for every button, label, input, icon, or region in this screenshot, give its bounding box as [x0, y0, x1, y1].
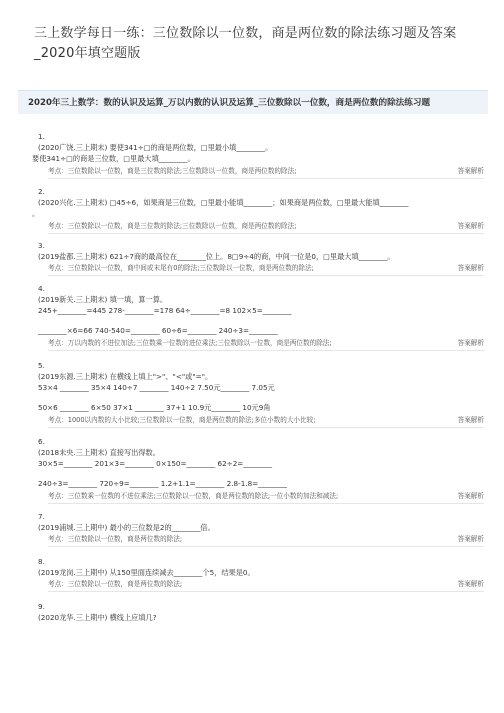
question-number: 5.	[38, 361, 45, 370]
title-line-1: 三上数学每日一练：三位数除以一位数，商是两位数的除法练习题及答案	[34, 26, 457, 41]
question-9	[38, 601, 488, 623]
question-4	[38, 283, 488, 336]
question-1	[32, 131, 488, 164]
question-number: 2.	[38, 187, 45, 196]
page-title	[34, 24, 474, 64]
question-5	[38, 360, 488, 413]
answer-link[interactable]: 答案解析	[457, 222, 484, 230]
question-text: 。	[32, 209, 40, 218]
question-text: 要使341÷□的商是三位数，□里最大填________。	[32, 154, 195, 163]
answer-link[interactable]: 答案解析	[457, 416, 484, 424]
question-text: 50×6 ________ 6×50 37×1 ________ 37+1 10.9元________ 10元9角	[38, 403, 271, 412]
knowledge-point: 考点：三位数除以一位数，商中间或末尾有0的除法;三位数除以一位数，商是两位数的除法;	[48, 264, 314, 272]
question-2	[32, 186, 488, 219]
answer-link[interactable]: 答案解析	[457, 264, 484, 272]
question-text: 240÷3=________ 720÷9=________ 1.2+1.1=________ 2.8-1.8=________	[38, 479, 287, 488]
question-number: 8.	[38, 557, 45, 566]
question-text: (2019新关.三上期末) 填一填，算一算。	[38, 295, 168, 304]
question-number: 7.	[38, 512, 45, 521]
knowledge-point-row	[48, 166, 484, 179]
question-number: 4.	[38, 284, 45, 293]
knowledge-point: 考点：三位数除以一位数，商是两位数的除法;	[48, 580, 183, 588]
knowledge-point-row	[48, 338, 484, 351]
question-6	[38, 436, 488, 489]
question-3	[38, 240, 488, 262]
question-text: (2019东源.三上期末) 在横线上填上">"、"<"或"="。	[38, 372, 213, 381]
knowledge-point-row	[48, 534, 484, 547]
question-7	[38, 511, 488, 533]
question-number: 9.	[38, 602, 45, 611]
question-text: ________×6=66 740-540=________ 60÷6=________ 240÷3=________	[38, 326, 278, 335]
knowledge-point: 考点：三位数除以一位数，商是两位数的除法;	[48, 535, 183, 543]
question-text: 245+________=445 278-________=178 64÷________=8 102×5=________	[38, 306, 292, 315]
knowledge-point-row	[48, 415, 484, 428]
question-text: (2020兴化.三上期末) □45÷6，如果商是三位数，□里最小能填________；如果商是两位数，□里最大能填________	[38, 198, 409, 207]
knowledge-point-row	[48, 263, 484, 276]
question-text: (2020广饶.三上期末) 要使341÷□的商是两位数，□里最小填________。	[38, 143, 273, 152]
knowledge-point: 考点：三位数乘一位数的不进位乘法;三位数除以一位数，商是两位数的除法;一位小数的加法和减法;	[48, 492, 339, 500]
answer-link[interactable]: 答案解析	[457, 339, 484, 347]
section-heading: 2020年三上数学：数的认识及运算_万以内数的认识及运算_三位数除以一位数，商是两位数的除法练习题	[18, 90, 488, 114]
knowledge-point: 考点：三位数除以一位数，商是三位数的除法;三位数除以一位数，商是两位数的除法;	[48, 222, 297, 230]
question-text: (2019龙岗.三上期中) 从150里面连续减去________个5，结果是0。	[38, 568, 255, 577]
knowledge-point-row	[48, 579, 484, 592]
title-line-2: _2020年填空题版	[34, 46, 141, 61]
knowledge-point: 考点：1000以内数的大小比较;三位数除以一位数，商是两位数的除法;多位小数的大小比较;	[48, 416, 316, 424]
question-text: (2020龙华.三上期中) 横线上应填几?	[38, 613, 157, 622]
knowledge-point: 考点：万以内数的不进位加法;三位数乘一位数的进位乘法;三位数除以一位数，商是两位数的除法;	[48, 339, 332, 347]
question-text: 53×4 ________ 35×4 140÷7 ________ 140÷2 7.50元________ 7.05元	[38, 383, 275, 392]
question-8	[38, 556, 488, 578]
answer-link[interactable]: 答案解析	[457, 492, 484, 500]
question-number: 6.	[38, 437, 45, 446]
question-text: (2018未央.三上期末) 直接写出得数。	[38, 448, 160, 457]
answer-link[interactable]: 答案解析	[457, 535, 484, 543]
question-number: 3.	[38, 241, 45, 250]
question-text: (2019盐都.三上期末) 621÷7商的最高位在________位上。8□9÷4的商，中间一位是0，□里最大填________。	[38, 252, 395, 261]
knowledge-point-row	[48, 491, 484, 504]
answer-link[interactable]: 答案解析	[457, 580, 484, 588]
knowledge-point-row	[48, 221, 484, 234]
knowledge-point: 考点：三位数除以一位数，商是三位数的除法;三位数除以一位数，商是两位数的除法;	[48, 167, 297, 175]
question-text: (2019浦城.三上期中) 最小的三位数是2的________倍。	[38, 523, 215, 532]
question-text: 30×5=________ 201×3=________ 0×150=________ 62÷2=________	[38, 459, 273, 468]
question-number: 1.	[38, 132, 45, 141]
answer-link[interactable]: 答案解析	[457, 167, 484, 175]
